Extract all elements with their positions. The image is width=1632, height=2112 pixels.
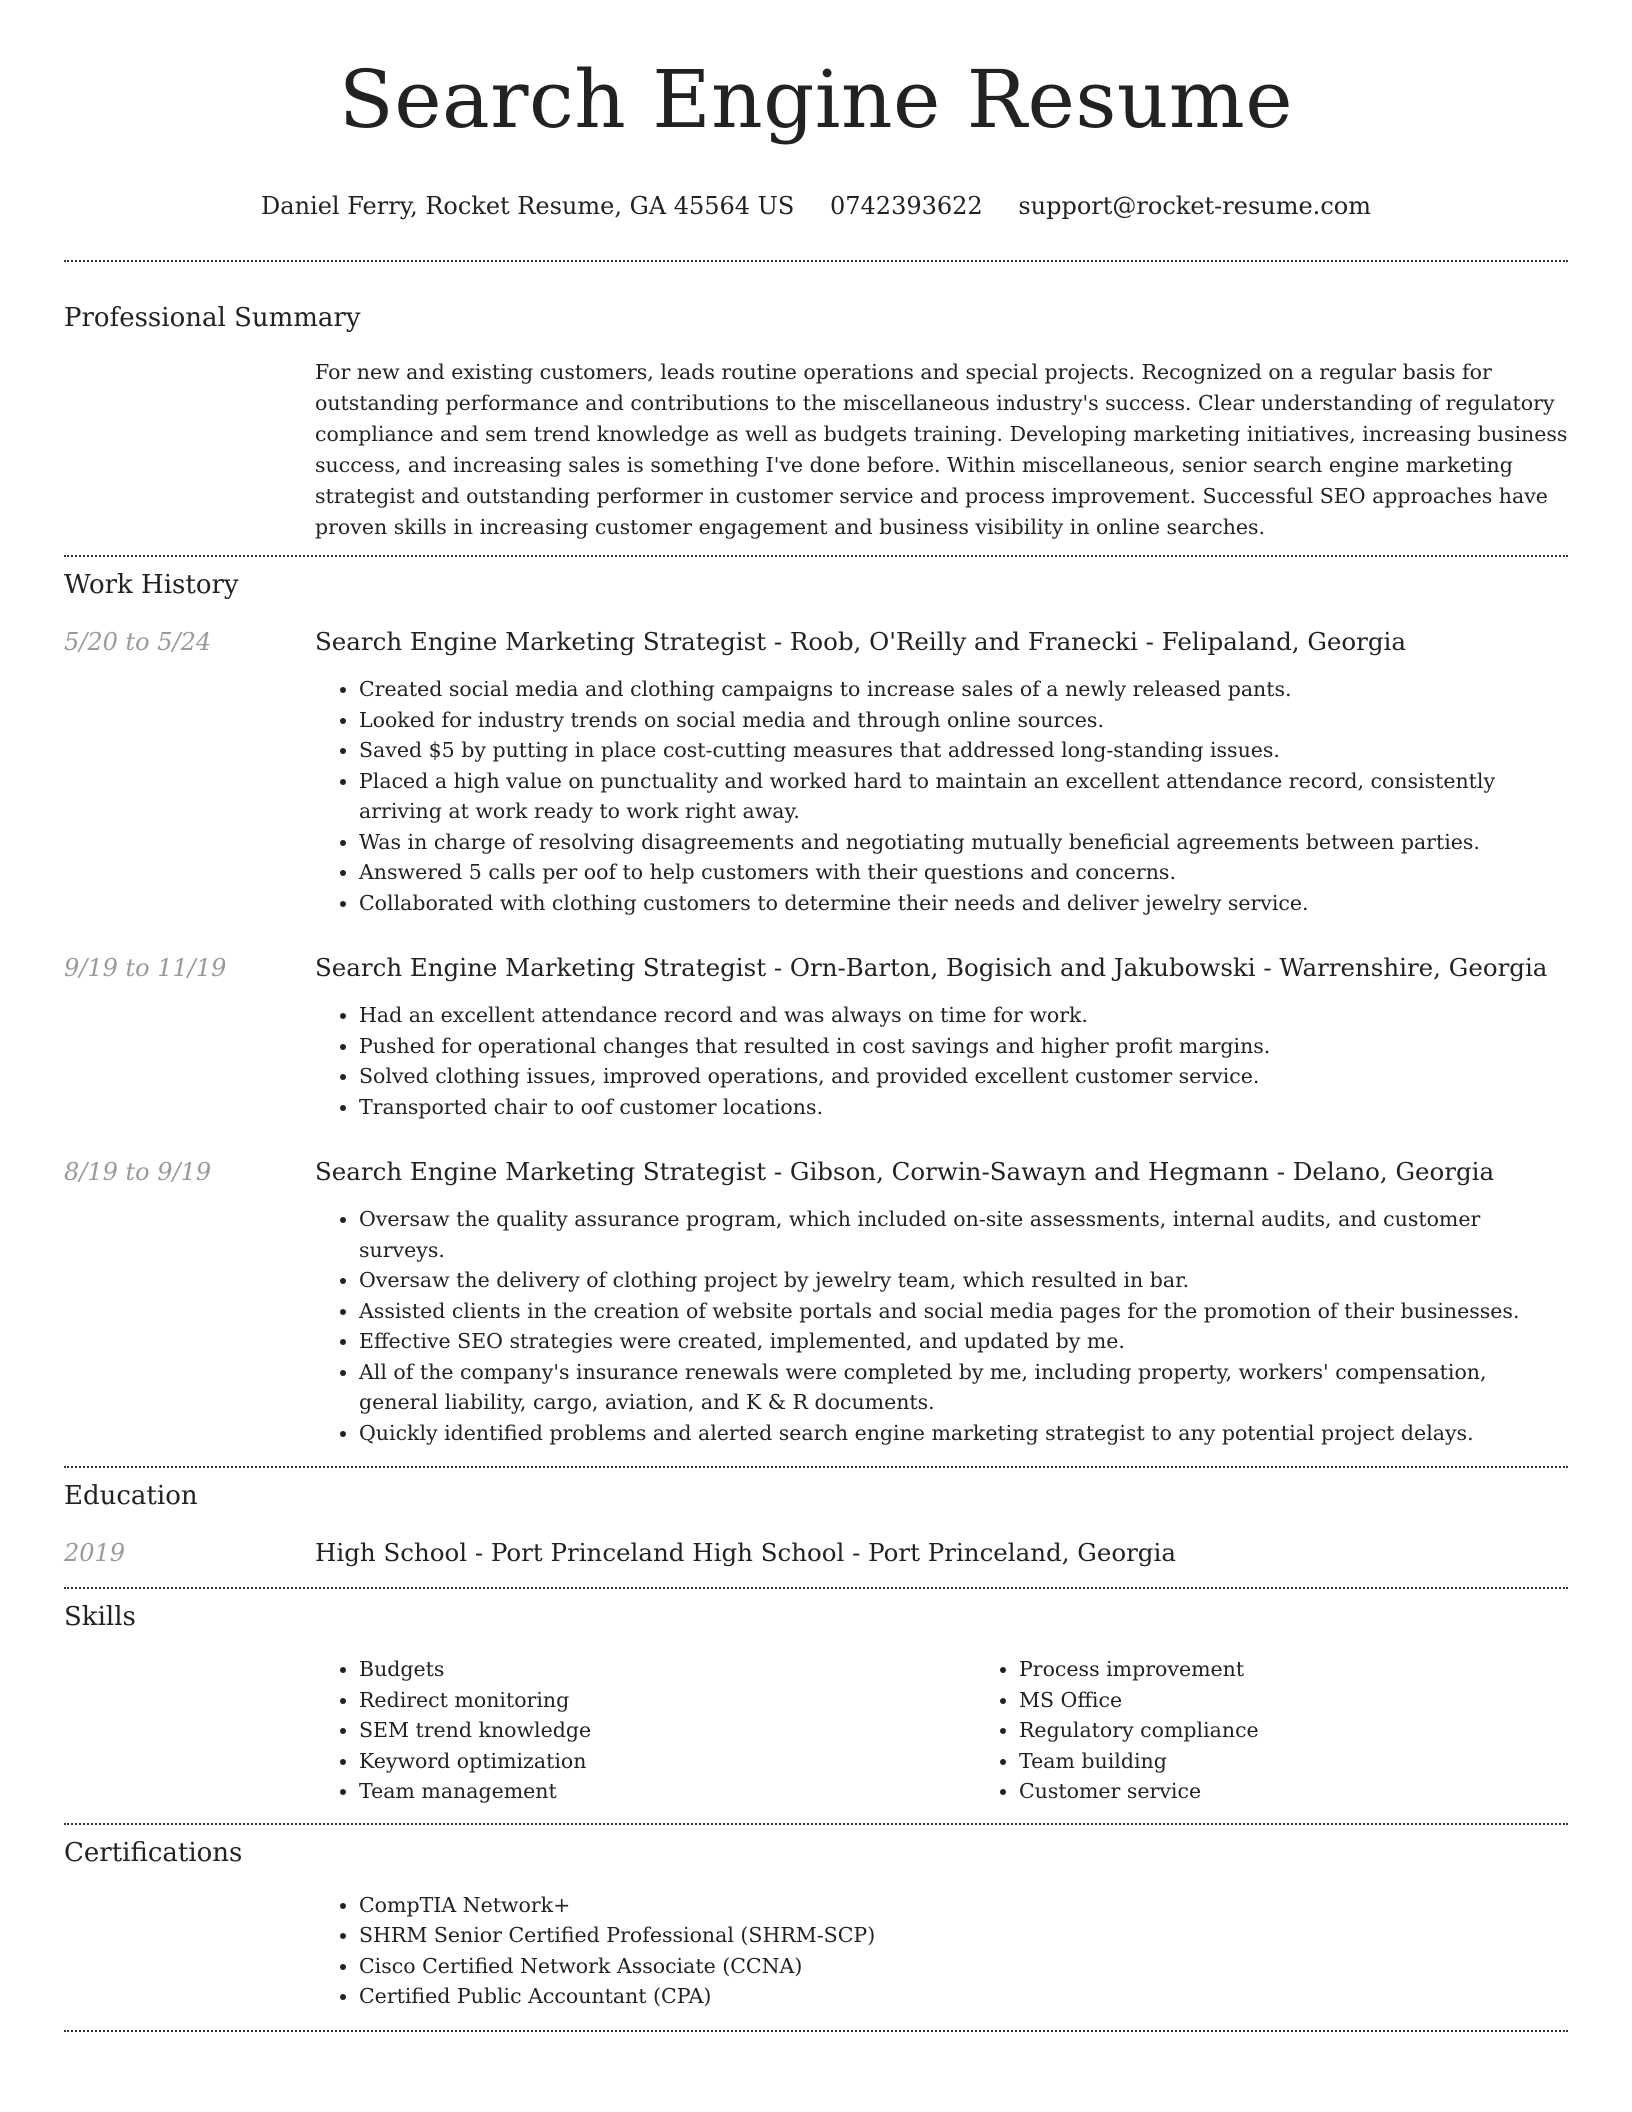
list-item: • Collaborated with clothing customers to determine their needs and deliver jewelry service.: [359, 888, 1568, 919]
list-item: • Had an excellent attendance record and was always on time for work.: [359, 1000, 1568, 1031]
job-dates: 5/20 to 5/24: [64, 628, 212, 656]
section-work-history: [64, 568, 1568, 1448]
job-bullets: [315, 1000, 1568, 1122]
summary-text: For new and existing customers, leads routine operations and special projects. Recognized on a regular basis for outstanding performance and contributions to the miscellaneous industry's success. Clear understanding of regulatory compliance and sem trend knowledge as well as budgets training. Developing marketing initiatives, increasing business success, and increasing sales is something I've done before. Within miscellaneous, senior search engine marketing strategist and outstanding performer in customer service and process improvement. Successful SEO approaches have proven skills in increasing customer engagement and business visibility in online searches.: [315, 360, 1568, 539]
list-item: • Pushed for operational changes that resulted in cost savings and higher profit margins.: [359, 1031, 1568, 1062]
divider: [64, 1823, 1568, 1825]
divider: [64, 260, 1568, 262]
section-skills: [64, 1600, 1568, 1807]
list-item: • SHRM Senior Certified Professional (SHRM-SCP): [359, 1920, 1568, 1951]
section-heading-summary: Professional Summary: [64, 303, 361, 333]
section-summary: [64, 301, 1568, 543]
list-item: • Cisco Certified Network Associate (CCNA): [359, 1951, 1568, 1982]
section-heading-education: Education: [64, 1481, 198, 1511]
list-item: • Was in charge of resolving disagreements and negotiating mutually beneficial agreements between parties.: [359, 827, 1568, 858]
job-entry: [64, 952, 1568, 1122]
list-item: • MS Office: [1019, 1685, 1632, 1716]
skills-list: [315, 1654, 1632, 1807]
contact-email: support@rocket-resume.com: [1018, 192, 1371, 220]
contact-phone: 0742393622: [830, 192, 983, 220]
section-heading-work: Work History: [64, 570, 239, 600]
divider: [64, 555, 1568, 557]
list-item: • Transported chair to oof customer locations.: [359, 1092, 1568, 1123]
list-item: • Certified Public Accountant (CPA): [359, 1981, 1568, 2012]
list-item: • Solved clothing issues, improved operations, and provided excellent customer service.: [359, 1061, 1568, 1092]
divider: [64, 1466, 1568, 1468]
list-item: • Budgets: [359, 1654, 975, 1685]
list-item: • Oversaw the delivery of clothing project by jewelry team, which resulted in bar.: [359, 1265, 1568, 1296]
resume-title: Search Engine Resume: [338, 53, 1294, 146]
list-item: • SEM trend knowledge: [359, 1715, 975, 1746]
job-bullets: [315, 1204, 1568, 1448]
divider: [64, 1587, 1568, 1589]
job-title: Search Engine Marketing Strategist - Gibson, Corwin-Sawayn and Hegmann - Delano, Georgia: [315, 1157, 1495, 1186]
list-item: • CompTIA Network+: [359, 1890, 1568, 1921]
list-item: • Redirect monitoring: [359, 1685, 975, 1716]
contact-address: Daniel Ferry, Rocket Resume, GA 45564 US: [261, 192, 795, 220]
list-item: • Oversaw the quality assurance program, which included on-site assessments, internal audits, and customer surveys.: [359, 1204, 1568, 1265]
education-year: 2019: [64, 1539, 126, 1567]
list-item: • Team management: [359, 1776, 975, 1807]
list-item: • Assisted clients in the creation of website portals and social media pages for the promotion of their businesses.: [359, 1296, 1568, 1327]
list-item: • Customer service: [1019, 1776, 1632, 1807]
list-item: • Effective SEO strategies were created, implemented, and updated by me.: [359, 1326, 1568, 1357]
contact-line: [64, 190, 1568, 222]
section-heading-certifications: Certifications: [64, 1837, 243, 1868]
list-item: • Saved $5 by putting in place cost-cutting measures that addressed long-standing issues.: [359, 735, 1568, 766]
list-item: • Placed a high value on punctuality and worked hard to maintain an excellent attendance record, consistently arriving at work ready to work right away.: [359, 766, 1568, 827]
job-bullets: [315, 674, 1568, 918]
section-certifications: [64, 1836, 1568, 2012]
education-entry: [64, 1537, 1568, 1569]
list-item: • Team building: [1019, 1746, 1632, 1777]
job-entry: [64, 1156, 1568, 1448]
list-item: • Quickly identified problems and alerted search engine marketing strategist to any potential project delays.: [359, 1418, 1568, 1449]
job-title: Search Engine Marketing Strategist - Orn-Barton, Bogisich and Jakubowski - Warrenshire, Georgia: [315, 953, 1548, 982]
list-item: • Answered 5 calls per oof to help customers with their questions and concerns.: [359, 857, 1568, 888]
skills-column-right: [975, 1654, 1632, 1807]
job-title: Search Engine Marketing Strategist - Roob, O'Reilly and Franecki - Felipaland, Georgia: [315, 627, 1406, 656]
section-heading-skills: Skills: [64, 1602, 136, 1632]
list-item: • Created social media and clothing campaigns to increase sales of a newly released pants.: [359, 674, 1568, 705]
job-entry: [64, 626, 1568, 918]
job-dates: 9/19 to 11/19: [64, 954, 227, 982]
certifications-list: [315, 1890, 1568, 2012]
list-item: • Looked for industry trends on social media and through online sources.: [359, 705, 1568, 736]
job-dates: 8/19 to 9/19: [64, 1158, 212, 1186]
divider: [64, 2030, 1568, 2032]
skills-column-left: [315, 1654, 975, 1807]
list-item: • Regulatory compliance: [1019, 1715, 1632, 1746]
education-title: High School - Port Princeland High School - Port Princeland, Georgia: [315, 1538, 1176, 1567]
list-item: • All of the company's insurance renewals were completed by me, including property, workers' compensation, general liability, cargo, aviation, and K & R documents.: [359, 1357, 1568, 1418]
list-item: • Process improvement: [1019, 1654, 1632, 1685]
list-item: • Keyword optimization: [359, 1746, 975, 1777]
section-education: [64, 1479, 1568, 1569]
